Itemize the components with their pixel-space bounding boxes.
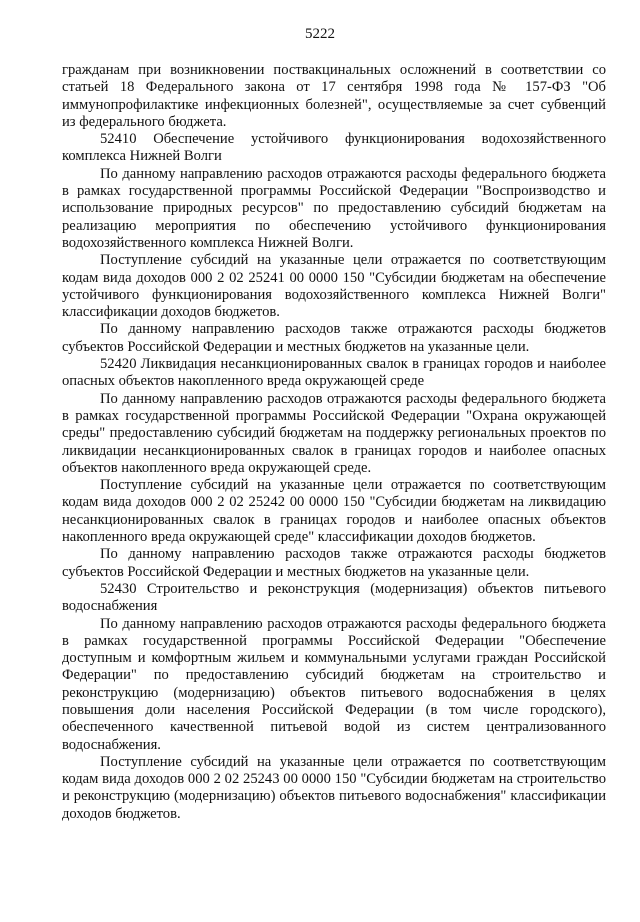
paragraph: Поступление субсидий на указанные цели отражается по соответствующим кодам вида доходов 000 2 02 25243 00 0000 150 "Субсидии бюджетам на строительство и реконструкцию (модернизацию) объектов питьевого водоснабжения" классификации доходов бюджетов. (62, 753, 606, 822)
paragraph: По данному направлению расходов также отражаются расходы бюджетов субъектов Российской Федерации и местных бюджетов на указанные цели. (62, 321, 606, 355)
page-number: 5222 (305, 26, 335, 42)
paragraph-continuation: гражданам при возникновении поствакцинальных осложнений в соответствии со статьей 18 Федерального закона от 17 сентября 1998 года № 157-ФЗ "Об иммунопрофилактике инфекционных болезней", осуществляемые за счет субвенций из федерального бюджета. (62, 62, 606, 130)
paragraph: Поступление субсидий на указанные цели отражается по соответствующим кодам вида доходов 000 2 02 25242 00 0000 150 "Субсидии бюджетам на ликвидацию несанкционированных свалок в границах городов и наиболее опасных объектов накопленного вреда окружающей среде" классификации доходов бюджетов. (62, 477, 606, 546)
section-heading-52420: 52420 Ликвидация несанкционированных свалок в границах городов и наиболее опасных объектов накопленного вреда окружающей среде (62, 356, 606, 390)
paragraph: Поступление субсидий на указанные цели отражается по соответствующим кодам вида доходов 000 2 02 25241 00 0000 150 "Субсидии бюджетам на обеспечение устойчивого функционирования водохозяйственного комплекса Нижней Волги" классификации доходов бюджетов. (62, 252, 606, 321)
section-heading-52430: 52430 Строительство и реконструкция (модернизация) объектов питьевого водоснабжения (62, 580, 606, 615)
paragraph: По данному направлению расходов отражаются расходы федерального бюджета в рамках государственной программы Российской Федерации "Воспроизводство и использование природных ресурсов" по предоставлению субсидий бюджетам на реализацию мероприятия по обеспечению устойчивого функционирования водохозяйственного комплекса Нижней Волги. (62, 165, 606, 251)
paragraph: По данному направлению расходов также отражаются расходы бюджетов субъектов Российской Федерации и местных бюджетов на указанные цели. (62, 546, 606, 580)
paragraph: По данному направлению расходов отражаются расходы федерального бюджета в рамках государственной программы Российской Федерации "Охрана окружающей среды" предоставлению субсидий бюджетам на поддержку региональных проектов по ликвидации несанкционированных свалок в границах городов и наиболее опасных объектов накопленного вреда окружающей среде. (62, 390, 606, 476)
paragraph: По данному направлению расходов отражаются расходы федерального бюджета в рамках государственной программы Российской Федерации "Обеспечение доступным и комфортным жильем и коммунальными услугами граждан Российской Федерации" по предоставлению субсидий бюджетам на строительство и реконструкцию (модернизацию) объектов питьевого водоснабжения в целях повышения доли населения Российской Федерации (в том числе городского), обеспеченного качественной питьевой водой из систем централизованного водоснабжения. (62, 615, 606, 753)
section-heading-52410: 52410 Обеспечение устойчивого функционирования водохозяйственного комплекса Нижней Волги (62, 131, 606, 165)
document-body (62, 62, 606, 823)
